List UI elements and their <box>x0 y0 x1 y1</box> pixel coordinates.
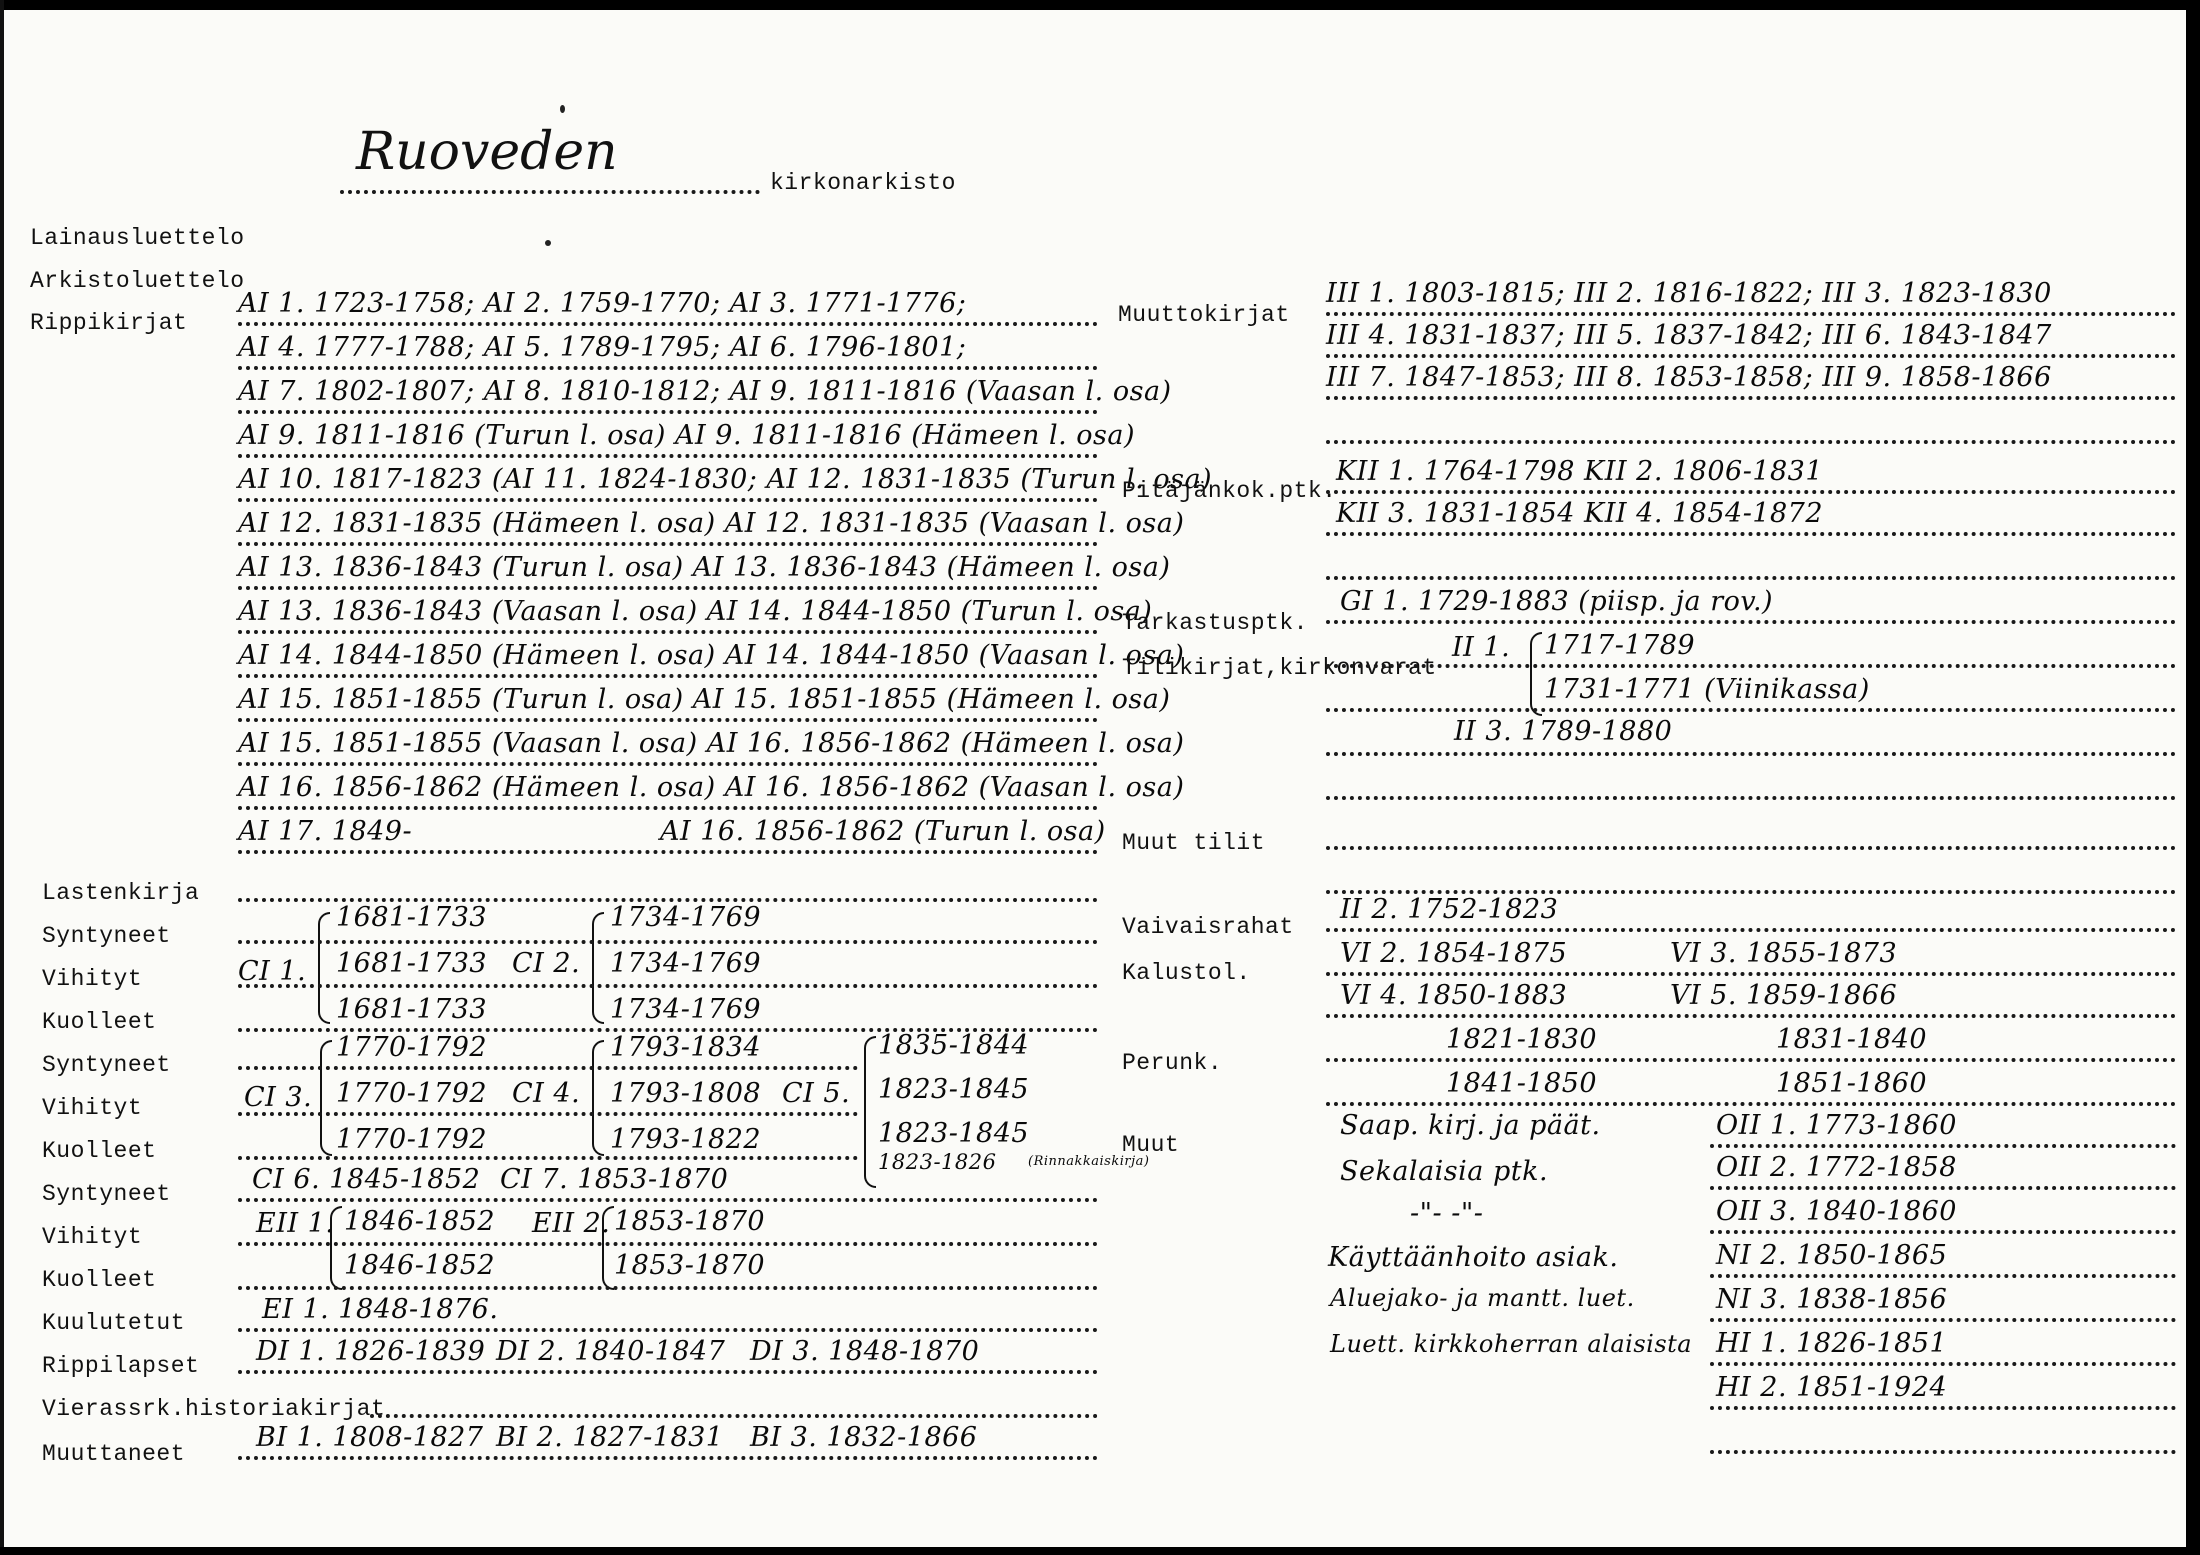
dotted-line <box>1710 1318 2176 1322</box>
entry-muut-right: OII 1. 1773-1860 <box>1716 1110 1957 1141</box>
entry-perunk: 1821-1830 <box>1446 1024 1598 1055</box>
entry-range: 1846-1852 <box>344 1250 496 1281</box>
entry-range: 1793-1822 <box>610 1124 762 1155</box>
dotted-line <box>1710 1406 2176 1410</box>
entry-range: 1823-1845 <box>878 1074 1030 1105</box>
dotted-line <box>238 1156 858 1160</box>
entry-rippilapset: DI 3. 1848-1870 <box>750 1336 980 1367</box>
rippikirjat-last-right: AI 16. 1856-1862 (Turun l. osa) <box>660 816 1106 847</box>
entry-ci1-label: CI 1. <box>238 956 307 987</box>
label-kuolleet: Kuolleet <box>42 1138 157 1164</box>
entry-perunk: 1851-1860 <box>1776 1068 1928 1099</box>
dotted-line <box>1326 752 2176 756</box>
entry-note: (Rinnakkaiskirja) <box>1028 1154 1150 1169</box>
entry-muuttokirjat: III 4. 1831-1837; III 5. 1837-1842; III 6. 1843-1847 <box>1326 320 2052 351</box>
dotted-line <box>1326 396 2176 400</box>
dotted-line <box>1710 1450 2176 1454</box>
scan-border-right <box>2186 0 2200 1555</box>
entry-kalustol: VI 2. 1854-1875 <box>1340 938 1568 969</box>
dotted-line <box>238 674 1098 678</box>
brace <box>320 1040 332 1156</box>
label-vaivaisrahat: Vaivaisrahat <box>1122 914 1294 940</box>
scan-border-top <box>0 0 2200 10</box>
dotted-line <box>1326 490 2176 494</box>
label-muut-tilit: Muut tilit <box>1122 830 1266 856</box>
entry-ci2-label: CI 2. <box>512 948 581 979</box>
label-muuttokirjat: Muuttokirjat <box>1118 302 1290 328</box>
entry-rippilapset: DI 1. 1826-1839 <box>256 1336 486 1367</box>
label-tarkastus: Tarkastusptk. <box>1122 610 1308 636</box>
scan-speck <box>560 105 565 113</box>
entry-tilikirjat-label: II 1. <box>1452 632 1511 663</box>
dotted-line <box>238 1198 1098 1202</box>
entry-muut-right: OII 2. 1772-1858 <box>1716 1152 1957 1183</box>
entry-range: 1823-1826 <box>878 1150 997 1174</box>
title-suffix: kirkonarkisto <box>770 170 956 196</box>
entry-muut-left: -"- -"- <box>1410 1198 1484 1229</box>
entry-range: 1770-1792 <box>336 1032 488 1063</box>
label-tilikirjat: Tilikirjat,kirkonvarat <box>1122 655 1437 681</box>
label-lastenkirja: Lastenkirja <box>42 880 200 906</box>
dotted-line <box>1326 972 2176 976</box>
dotted-line <box>238 542 1098 546</box>
entry-range: 1770-1792 <box>336 1078 488 1109</box>
rippikirjat-line: AI 9. 1811-1816 (Turun l. osa) AI 9. 1811-1816 (Hämeen l. osa) <box>238 420 1136 451</box>
entry-vaivaisrahat: II 2. 1752-1823 <box>1340 894 1559 925</box>
dotted-line <box>238 762 1098 766</box>
entry-ci5-label: CI 5. <box>782 1078 851 1109</box>
dotted-line <box>1710 1362 2176 1366</box>
dotted-line <box>238 586 1098 590</box>
entry-range: 1770-1792 <box>336 1124 488 1155</box>
dotted-line <box>238 1286 1098 1290</box>
entry-range: 1853-1870 <box>614 1206 766 1237</box>
brace <box>318 912 330 1024</box>
label-vihityt: Vihityt <box>42 966 143 992</box>
dotted-line <box>238 630 1098 634</box>
entry-muut-left: Saap. kirj. ja päät. <box>1340 1110 1601 1141</box>
entry-kalustol: VI 4. 1850-1883 <box>1340 980 1568 1011</box>
label-perunk: Perunk. <box>1122 1050 1223 1076</box>
dotted-line <box>1326 532 2176 536</box>
entry-tarkastus: GI 1. 1729-1883 (piisp. ja rov.) <box>1340 586 1774 617</box>
entry-kalustol: VI 3. 1855-1873 <box>1670 938 1898 969</box>
rippikirjat-line: AI 15. 1851-1855 (Turun l. osa) AI 15. 1851-1855 (Hämeen l. osa) <box>238 684 1171 715</box>
entry-range: 1731-1771 (Viinikassa) <box>1544 674 1870 705</box>
dotted-line <box>1326 1102 2176 1106</box>
entry-range: 1734-1769 <box>610 902 762 933</box>
entry-ci4-label: CI 4. <box>512 1078 581 1109</box>
dotted-line <box>1710 1230 2176 1234</box>
dotted-line <box>238 454 1098 458</box>
rippikirjat-line: AI 13. 1836-1843 (Turun l. osa) AI 13. 1836-1843 (Hämeen l. osa) <box>238 552 1171 583</box>
entry-range: 1681-1733 <box>336 948 488 979</box>
label-vierassrk: Vierassrk.historiakirjat <box>42 1396 386 1422</box>
label-kuulutetut: Kuulutetut <box>42 1310 186 1336</box>
dotted-line <box>238 718 1098 722</box>
brace <box>330 1206 342 1290</box>
entry-muut-left: Luett. kirkkoherran alaisista <box>1330 1330 1693 1358</box>
label-syntyneet: Syntyneet <box>42 923 171 949</box>
rippikirjat-line: AI 1. 1723-1758; AI 2. 1759-1770; AI 3. 1771-1776; <box>238 288 967 319</box>
entry-muut-right: HI 2. 1851-1924 <box>1716 1372 1948 1403</box>
entry-range: 1793-1808 <box>610 1078 762 1109</box>
label-kuolleet: Kuolleet <box>42 1009 157 1035</box>
dotted-line <box>238 410 1098 414</box>
entry-muuttokirjat: III 1. 1803-1815; III 2. 1816-1822; III 3. 1823-1830 <box>1326 278 2052 309</box>
entry-tilikirjat-2: II 3. 1789-1880 <box>1454 716 1673 747</box>
label-rippikirjat: Rippikirjat <box>30 310 188 336</box>
entry-pitajankok: KII 3. 1831-1854 KII 4. 1854-1872 <box>1336 498 1824 529</box>
entry-muuttaneet: BI 2. 1827-1831 <box>496 1422 724 1453</box>
entry-rippilapset: DI 2. 1840-1847 <box>496 1336 726 1367</box>
label-kuolleet: Kuolleet <box>42 1267 157 1293</box>
rippikirjat-line: AI 10. 1817-1823 (AI 11. 1824-1830; AI 12. 1831-1835 (Turun l. osa) <box>238 464 1213 495</box>
entry-range: 1823-1845 <box>878 1118 1030 1149</box>
entry-muuttokirjat: III 7. 1847-1853; III 8. 1853-1858; III 9. 1858-1866 <box>1326 362 2052 393</box>
entry-muuttaneet: BI 1. 1808-1827 <box>256 1422 484 1453</box>
label-syntyneet: Syntyneet <box>42 1181 171 1207</box>
dotted-line <box>238 984 1098 988</box>
dotted-line <box>1326 440 2176 444</box>
label-muuttaneet: Muuttaneet <box>42 1441 186 1467</box>
scan-border-bottom <box>0 1547 2200 1555</box>
dotted-line <box>370 1414 1098 1418</box>
dotted-line <box>238 366 1098 370</box>
dotted-line <box>238 498 1098 502</box>
dotted-line <box>1326 576 2176 580</box>
dotted-line <box>1326 708 2176 712</box>
rippikirjat-line: AI 7. 1802-1807; AI 8. 1810-1812; AI 9. 1811-1816 (Vaasan l. osa) <box>238 376 1172 407</box>
dotted-line <box>238 322 1098 326</box>
rippikirjat-line: AI 16. 1856-1862 (Hämeen l. osa) AI 16. 1856-1862 (Vaasan l. osa) <box>238 772 1185 803</box>
rippikirjat-line: AI 13. 1836-1843 (Vaasan l. osa) AI 14. 1844-1850 (Turun l. osa) <box>238 596 1153 627</box>
label-lainausluettelo: Lainausluettelo <box>30 225 245 251</box>
entry-perunk: 1841-1850 <box>1446 1068 1598 1099</box>
rippikirjat-line: AI 12. 1831-1835 (Hämeen l. osa) AI 12. 1831-1835 (Vaasan l. osa) <box>238 508 1185 539</box>
entry-kalustol: VI 5. 1859-1866 <box>1670 980 1898 1011</box>
entry-muut-left: Sekalaisia ptk. <box>1340 1156 1549 1187</box>
label-arkistoluettelo: Arkistoluettelo <box>30 268 245 294</box>
brace <box>864 1036 876 1188</box>
parish-name-handwritten: Ruoveden <box>356 122 618 182</box>
dotted-line <box>1326 354 2176 358</box>
dotted-line <box>1710 1186 2176 1190</box>
entry-muut-left: Aluejako- ja mantt. luet. <box>1330 1284 1635 1312</box>
dotted-line <box>1326 846 2176 850</box>
dotted-line <box>238 806 1098 810</box>
entry-muut-right: NI 2. 1850-1865 <box>1716 1240 1948 1271</box>
dotted-line <box>1326 1058 2176 1062</box>
label-kalustol: Kalustol. <box>1122 960 1251 986</box>
brace <box>1530 632 1542 716</box>
title-dotted-line <box>340 190 760 194</box>
rippikirjat-line: AI 15. 1851-1855 (Vaasan l. osa) AI 16. 1856-1862 (Hämeen l. osa) <box>238 728 1185 759</box>
scan-border-left <box>0 0 4 1555</box>
dotted-line <box>238 850 1098 854</box>
entry-range: 1846-1852 <box>344 1206 496 1237</box>
brace <box>592 1040 604 1156</box>
entry-eii1-label: EII 1. <box>256 1208 335 1239</box>
entry-muut-right: OII 3. 1840-1860 <box>1716 1196 1957 1227</box>
dotted-line <box>1326 620 2176 624</box>
entry-ci3-label: CI 3. <box>244 1082 313 1113</box>
label-muut: Muut <box>1122 1132 1180 1158</box>
entry-range: 1734-1769 <box>610 948 762 979</box>
rippikirjat-line: AI 14. 1844-1850 (Hämeen l. osa) AI 14. 1844-1850 (Vaasan l. osa) <box>238 640 1185 671</box>
dotted-line <box>1710 1144 2176 1148</box>
dotted-line <box>1710 1274 2176 1278</box>
label-syntyneet: Syntyneet <box>42 1052 171 1078</box>
brace <box>602 1206 614 1290</box>
dotted-line <box>238 1242 1098 1246</box>
dotted-line <box>238 940 1098 944</box>
entry-range: 1853-1870 <box>614 1250 766 1281</box>
scan-speck <box>545 240 551 246</box>
dotted-line <box>1326 1014 2176 1018</box>
rippikirjat-line: AI 4. 1777-1788; AI 5. 1789-1795; AI 6. 1796-1801; <box>238 332 967 363</box>
entry-range: 1717-1789 <box>1544 630 1696 661</box>
entry-ci7: CI 7. 1853-1870 <box>500 1164 729 1195</box>
dotted-line <box>238 1112 858 1116</box>
entry-perunk: 1831-1840 <box>1776 1024 1928 1055</box>
entry-range: 1681-1733 <box>336 994 488 1025</box>
dotted-line <box>1326 928 2176 932</box>
dotted-line <box>238 1456 1098 1460</box>
entry-range: 1681-1733 <box>336 902 488 933</box>
label-rippilapset: Rippilapset <box>42 1353 200 1379</box>
dotted-line <box>238 1066 858 1070</box>
entry-muut-left: Käyttäänhoito asiak. <box>1328 1242 1619 1273</box>
entry-muut-right: HI 1. 1826-1851 <box>1716 1328 1948 1359</box>
entry-kuulutetut: EI 1. 1848-1876. <box>262 1294 499 1325</box>
brace <box>592 912 604 1024</box>
entry-ci6: CI 6. 1845-1852 <box>252 1164 481 1195</box>
label-vihityt: Vihityt <box>42 1095 143 1121</box>
label-pitajankok: Pitäjänkok.ptk. <box>1122 478 1337 504</box>
rippikirjat-last-left: AI 17. 1849- <box>238 816 413 847</box>
dotted-line <box>1326 796 2176 800</box>
dotted-line <box>238 1370 1098 1374</box>
entry-muuttaneet: BI 3. 1832-1866 <box>750 1422 978 1453</box>
dotted-line <box>238 1328 1098 1332</box>
entry-pitajankok: KII 1. 1764-1798 KII 2. 1806-1831 <box>1336 456 1824 487</box>
entry-muut-right: NI 3. 1838-1856 <box>1716 1284 1948 1315</box>
dotted-line <box>1326 664 2176 668</box>
label-vihityt: Vihityt <box>42 1224 143 1250</box>
entry-range: 1793-1834 <box>610 1032 762 1063</box>
entry-range: 1835-1844 <box>878 1030 1030 1061</box>
dotted-line <box>1326 312 2176 316</box>
entry-eii2-label: EII 2. <box>532 1208 611 1239</box>
entry-range: 1734-1769 <box>610 994 762 1025</box>
